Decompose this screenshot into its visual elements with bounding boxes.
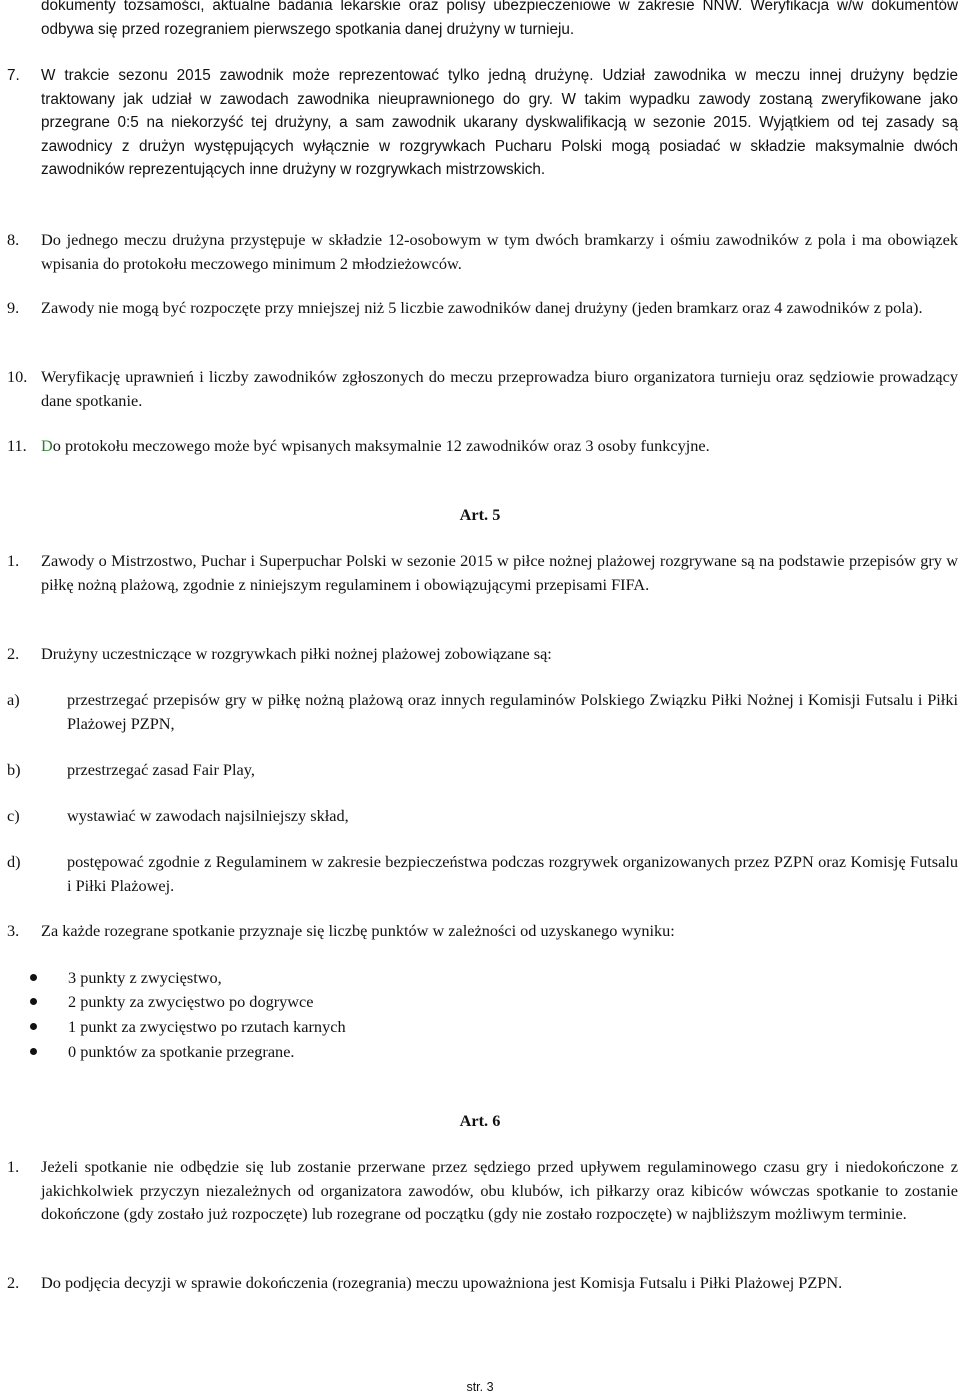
item-number: 11. — [7, 436, 27, 455]
points-bullet — [30, 1015, 930, 1039]
item-text-rest: o protokołu meczowego może być wpisanych maksymalnie 12 zawodników oraz 3 osoby funkcyjne. — [52, 436, 710, 455]
item-text: W trakcie sezonu 2015 zawodnik może reprezentować tylko jedną drużynę. Udział zawodnika w meczu innej drużyny będzie traktowany jak udział w zawodach zawodnika nieuprawnionego do gry. W takim wypadku zawody zostaną zweryfikowane jako przegrane 0:5 na niekorzyść tej drużyny, a sam zawodnik ukarany dyskwalifikacją w sezonie 2015. Wyjątkiem od tej zasady są zawodnicy z drużyn występujących wyłącznie w rozgrywkach Pucharu Polski mogą posiadać w składzie maksymalnie dwóch zawodników reprezentujących inne drużyny w rozgrywkach mistrzowskich. — [41, 67, 958, 179]
item-number: 7. — [7, 67, 20, 84]
bullet-text: 3 punkty z zwycięstwo, — [68, 968, 222, 987]
item-number: 1. — [7, 551, 20, 570]
item-text: postępować zgodnie z Regulaminem w zakresie bezpieczeństwa podczas rozgrywek organizowanych przez PZPN oraz Komisję Futsalu i Piłki Plażowej. — [67, 852, 958, 895]
item-number: 10. — [7, 367, 28, 386]
points-bullet — [30, 1040, 930, 1064]
item-text: Weryfikację uprawnień i liczby zawodników zgłoszonych do meczu przeprowadza biuro organizatora turnieju oraz sędziowie prowadzący dane spotkanie. — [41, 367, 958, 410]
item-text: przestrzegać przepisów gry w piłkę nożną plażową oraz innych regulaminów Polskiego Związku Piłki Nożnej i Komisji Futsalu i Piłki Plażowej PZPN, — [67, 690, 958, 733]
highlighted-letter: D — [41, 436, 53, 455]
item-text: Zawody o Mistrzostwo, Puchar i Superpuchar Polski w sezonie 2015 w piłce nożnej plażowej rozgrywane są na podstawie przepisów gry w piłkę nożną plażową, zgodnie z niniejszym regulaminem i obowiązującymi przepisami FIFA. — [41, 551, 958, 594]
item-number: 8. — [7, 230, 20, 249]
item-letter: b) — [7, 760, 21, 779]
item-letter: c) — [7, 806, 20, 825]
article-6-heading: Art. 6 — [459, 1111, 501, 1130]
item-letter: a) — [7, 690, 20, 709]
item-text: Jeżeli spotkanie nie odbędzie się lub zostanie przerwane przez sędziego przed upływem regulaminowego czasu gry i niedokończone z jakichkolwiek przyczyn niezależnych od organizatora zawodów, obu klubów, ich piłkarzy oraz kibiców wówczas spotkanie to zostanie dokończone (gdy zostało już rozpoczęte) lub rozegrane od początku (gdy nie zostało rozpoczęte) w najbliższym możliwym terminie. — [41, 1157, 958, 1224]
item-text: Za każde rozegrane spotkanie przyznaje się liczbę punktów w zależności od uzyskanego wyniku: — [41, 921, 675, 940]
item-text: wystawiać w zawodach najsilniejszy skład, — [67, 806, 349, 825]
item-letter: d) — [7, 852, 21, 871]
continuation-paragraph: dokumenty tożsamości, aktualne badania lekarskie oraz polisy ubezpieczeniowe w zakresie NNW. Weryfikacja w/w dokumentów odbywa się przed rozegraniem pierwszego spotkania danej drużyny w turnieju. — [41, 0, 958, 38]
bullet-dot — [30, 998, 37, 1005]
bullet-dot — [30, 974, 37, 981]
bullet-dot — [30, 1023, 37, 1030]
item-text: przestrzegać zasad Fair Play, — [67, 760, 255, 779]
bullet-text: 2 punkty za zwycięstwo po dogrywce — [68, 992, 314, 1011]
item-text: Zawody nie mogą być rozpoczęte przy mniejszej niż 5 liczbie zawodników danej drużyny (jeden bramkarz oraz 4 zawodników z pola). — [41, 298, 923, 317]
item-number: 3. — [7, 921, 20, 940]
item-text: Do podjęcia decyzji w sprawie dokończenia (rozegrania) meczu upoważniona jest Komisja Futsalu i Piłki Plażowej PZPN. — [41, 1273, 843, 1292]
points-bullet — [30, 990, 930, 1014]
bullet-text: 1 punkt za zwycięstwo po rzutach karnych — [68, 1017, 346, 1036]
item-number: 1. — [7, 1157, 20, 1176]
points-bullet — [30, 966, 930, 990]
item-text: Drużyny uczestniczące w rozgrywkach piłki nożnej plażowej zobowiązane są: — [41, 644, 552, 663]
item-number: 2. — [7, 644, 20, 663]
item-number: 2. — [7, 1273, 20, 1292]
item-text — [41, 434, 958, 458]
bullet-dot — [30, 1048, 37, 1055]
item-text: Do jednego meczu drużyna przystępuje w składzie 12-osobowym w tym dwóch bramkarzy i ośmiu zawodników z pola i ma obowiązek wpisania do protokołu meczowego minimum 2 młodzieżowców. — [41, 230, 958, 273]
item-number: 9. — [7, 298, 20, 317]
bullet-text: 0 punktów za spotkanie przegrane. — [68, 1042, 295, 1061]
page-number: str. 3 — [466, 1380, 494, 1394]
article-5-heading: Art. 5 — [459, 505, 501, 524]
